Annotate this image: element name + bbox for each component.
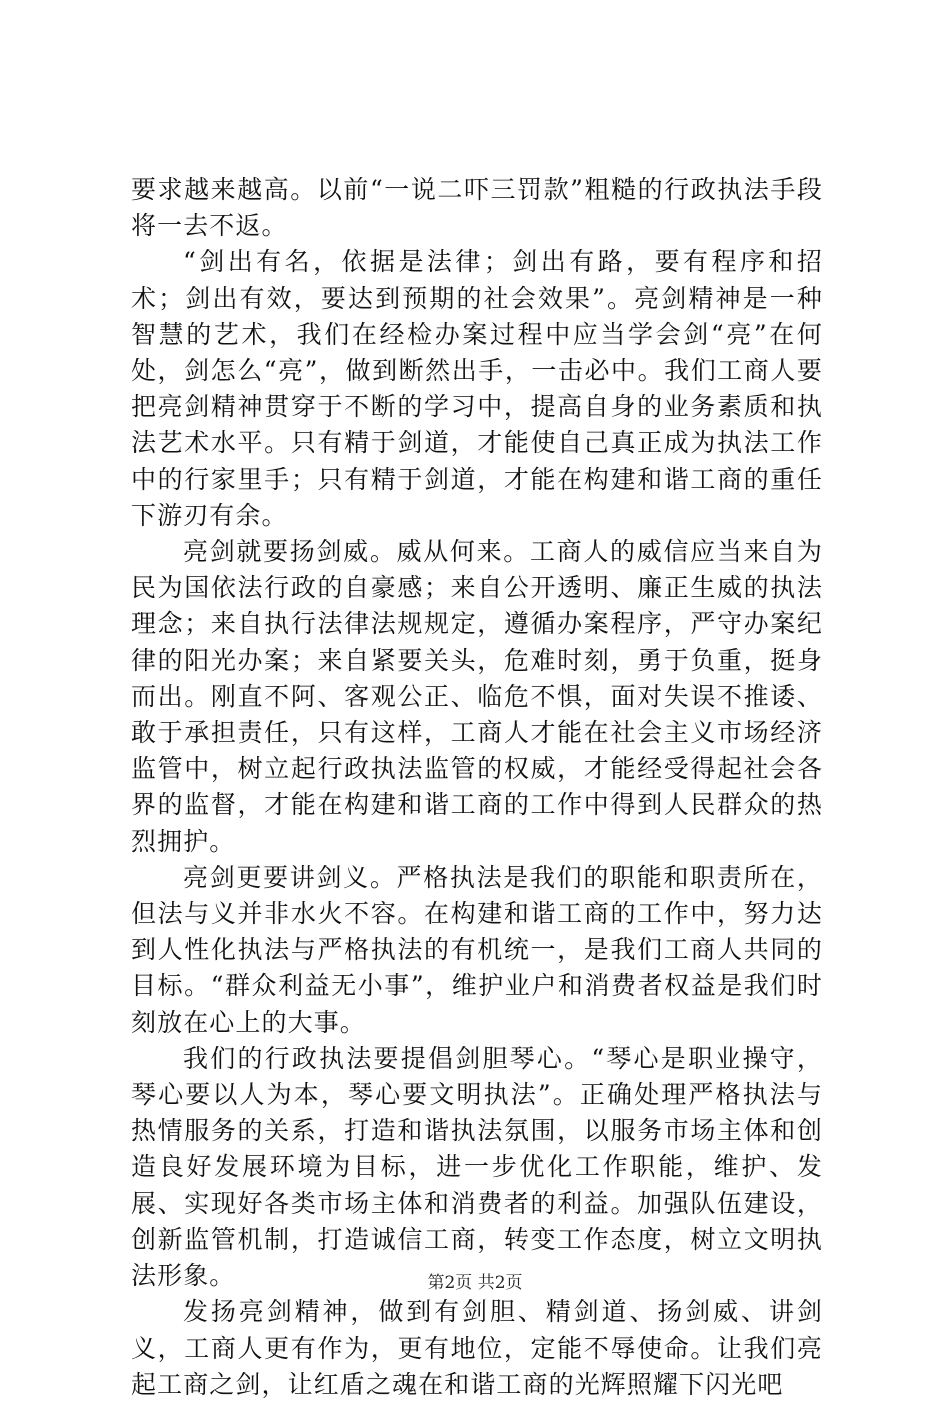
document-body [131, 172, 823, 1403]
paragraph-1: 要求越来越高。以前“一说二吓三罚款”粗糙的行政执法手段将一去不返。 [131, 175, 823, 241]
page-number-footer: 第2页 共2页 [427, 1273, 523, 1293]
paragraph-6: 发扬亮剑精神，做到有剑胆、精剑道、扬剑威、讲剑义，工商人更有作为，更有地位，定能不辱使命。让我们亮起工商之剑，让红盾之魂在和谐工商的光辉照耀下闪光吧 [131, 1297, 823, 1399]
paragraph-4: 亮剑更要讲剑义。严格执法是我们的职能和职责所在，但法与义并非水火不容。在构建和谐工商的工作中，努力达到人性化执法与严格执法的有机统一，是我们工商人共同的目标。“群众利益无小事”，维护业户和消费者权益是我们时刻放在心上的大事。 [131, 862, 823, 1037]
paragraph-3: 亮剑就要扬剑威。威从何来。工商人的威信应当来自为民为国依法行政的自豪感；来自公开透明、廉正生威的执法理念；来自执行法律法规规定，遵循办案程序，严守办案纪律的阳光办案；来自紧要关头，危难时刻，勇于负重，挺身而出。刚直不阿、客观公正、临危不惧，面对失误不推诿、敢于承担责任，只有这样，工商人才能在社会主义市场经济监管中，树立起行政执法监管的权威，才能经受得起社会各界的监督，才能在构建和谐工商的工作中得到人民群众的热烈拥护。 [131, 537, 823, 856]
paragraph-5: 我们的行政执法要提倡剑胆琴心。“琴心是职业操守，琴心要以人为本，琴心要文明执法”。正确处理严格执法与热情服务的关系，打造和谐执法氛围，以服务市场主体和创造良好发展环境为目标，进一步优化工作职能，维护、发展、实现好各类市场主体和消费者的利益。加强队伍建设，创新监管机制，打造诚信工商，转变工作态度，树立文明执法形象。 [131, 1043, 823, 1291]
paragraph-2: “剑出有名，依据是法律；剑出有路，要有程序和招术；剑出有效，要达到预期的社会效果”。亮剑精神是一种智慧的艺术，我们在经检办案过程中应当学会剑“亮”在何处，剑怎么“亮”，做到断然出手，一击必中。我们工商人要把亮剑精神贯穿于不断的学习中，提高自身的业务素质和执法艺术水平。只有精于剑道，才能使自己真正成为执法工作中的行家里手；只有精于剑道，才能在构建和谐工商的重任下游刃有余。 [131, 247, 823, 530]
